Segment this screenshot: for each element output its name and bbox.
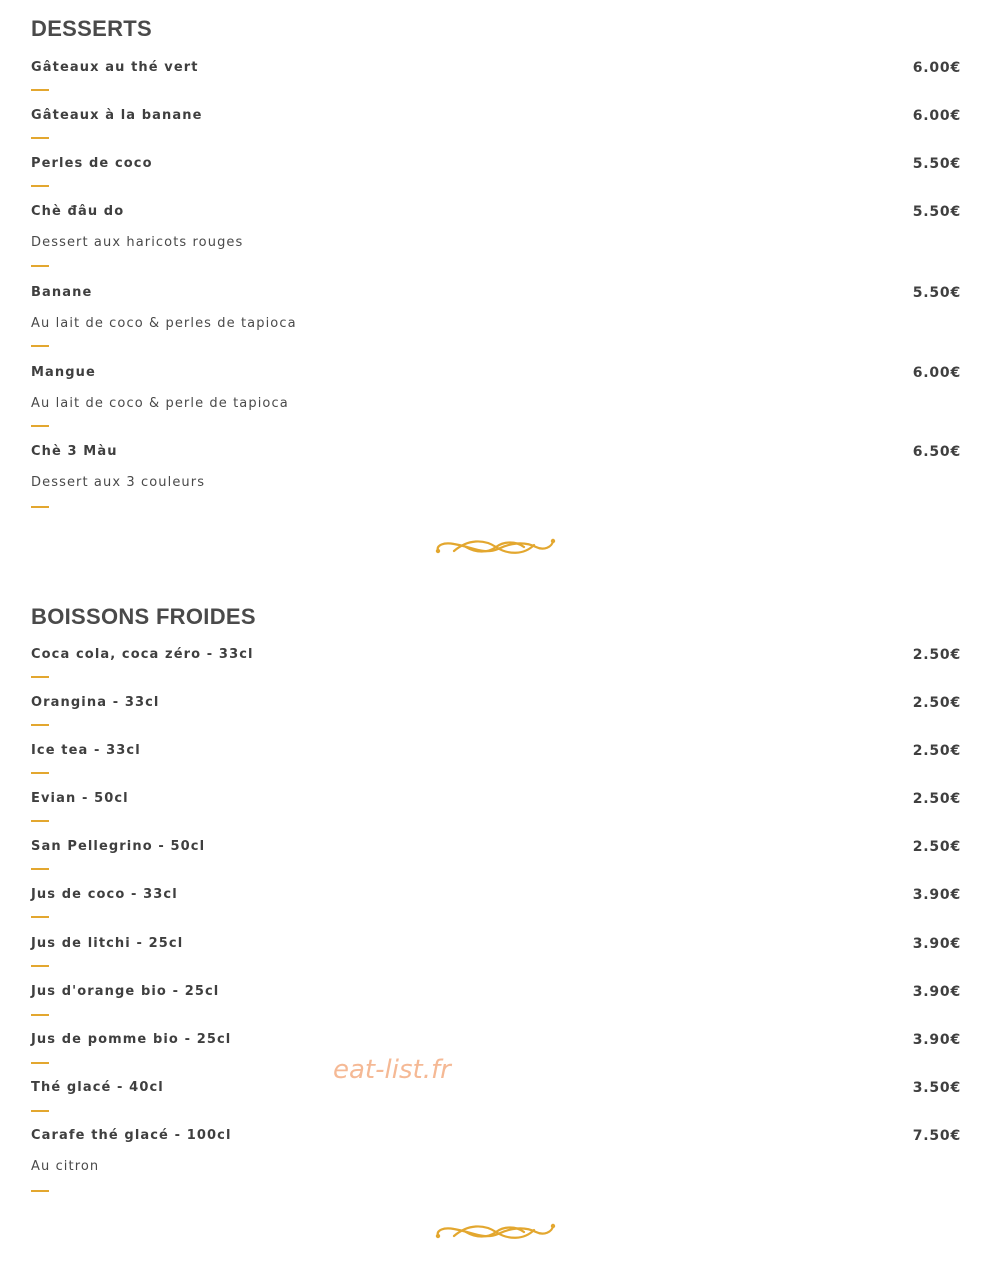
item-divider-dash — [31, 265, 49, 267]
item-name: Chè đâu do — [31, 204, 125, 219]
ornamental-swirl-icon — [432, 1220, 558, 1244]
item-price: 3.90€ — [912, 984, 961, 1000]
item-name: Carafe thé glacé - 100cl — [31, 1128, 232, 1143]
item-divider-dash — [31, 965, 49, 967]
item-divider-dash — [31, 820, 49, 822]
item-name: Gâteaux au thé vert — [31, 60, 199, 75]
item-price: 6.00€ — [912, 60, 961, 76]
item-name: San Pellegrino - 50cl — [31, 839, 206, 854]
item-price: 2.50€ — [912, 791, 961, 807]
item-price: 3.50€ — [912, 1080, 961, 1096]
item-divider-dash — [31, 425, 49, 427]
item-description: Au lait de coco & perle de tapioca — [31, 396, 289, 411]
item-divider-dash — [31, 676, 49, 678]
item-name: Gâteaux à la banane — [31, 108, 203, 123]
item-name: Mangue — [31, 365, 96, 380]
item-divider-dash — [31, 506, 49, 508]
section-title-boissons-froides: BOISSONS FROIDES — [31, 604, 256, 629]
item-price: 6.50€ — [912, 444, 961, 460]
item-divider-dash — [31, 772, 49, 774]
item-price: 5.50€ — [912, 156, 961, 172]
item-name: Banane — [31, 285, 93, 300]
item-divider-dash — [31, 89, 49, 91]
item-divider-dash — [31, 185, 49, 187]
item-price: 2.50€ — [912, 647, 961, 663]
item-price: 3.90€ — [912, 887, 961, 903]
item-name: Jus d'orange bio - 25cl — [31, 984, 220, 999]
item-name: Jus de litchi - 25cl — [31, 936, 184, 951]
item-price: 6.00€ — [912, 108, 961, 124]
ornamental-swirl-icon — [432, 535, 558, 559]
item-name: Orangina - 33cl — [31, 695, 160, 710]
item-price: 6.00€ — [912, 365, 961, 381]
section-title-desserts: DESSERTS — [31, 16, 152, 41]
item-divider-dash — [31, 1062, 49, 1064]
item-description: Au citron — [31, 1159, 100, 1174]
item-divider-dash — [31, 868, 49, 870]
item-name: Jus de pomme bio - 25cl — [31, 1032, 232, 1047]
item-name: Chè 3 Màu — [31, 444, 118, 459]
item-price: 2.50€ — [912, 695, 961, 711]
item-price: 5.50€ — [912, 204, 961, 220]
item-name: Evian - 50cl — [31, 791, 129, 806]
item-name: Perles de coco — [31, 156, 153, 171]
item-description: Dessert aux haricots rouges — [31, 235, 244, 250]
item-price: 2.50€ — [912, 839, 961, 855]
item-divider-dash — [31, 1014, 49, 1016]
item-divider-dash — [31, 1110, 49, 1112]
item-price: 3.90€ — [912, 936, 961, 952]
item-divider-dash — [31, 1190, 49, 1192]
item-name: Jus de coco - 33cl — [31, 887, 178, 902]
item-price: 7.50€ — [912, 1128, 961, 1144]
watermark: eat-list.fr — [333, 1055, 451, 1085]
item-divider-dash — [31, 345, 49, 347]
item-price: 5.50€ — [912, 285, 961, 301]
item-description: Dessert aux 3 couleurs — [31, 475, 206, 490]
item-price: 2.50€ — [912, 743, 961, 759]
item-description: Au lait de coco & perles de tapioca — [31, 316, 297, 331]
item-name: Thé glacé - 40cl — [31, 1080, 164, 1095]
item-divider-dash — [31, 724, 49, 726]
item-name: Coca cola, coca zéro - 33cl — [31, 647, 254, 662]
item-divider-dash — [31, 137, 49, 139]
item-divider-dash — [31, 916, 49, 918]
item-name: Ice tea - 33cl — [31, 743, 141, 758]
item-price: 3.90€ — [912, 1032, 961, 1048]
